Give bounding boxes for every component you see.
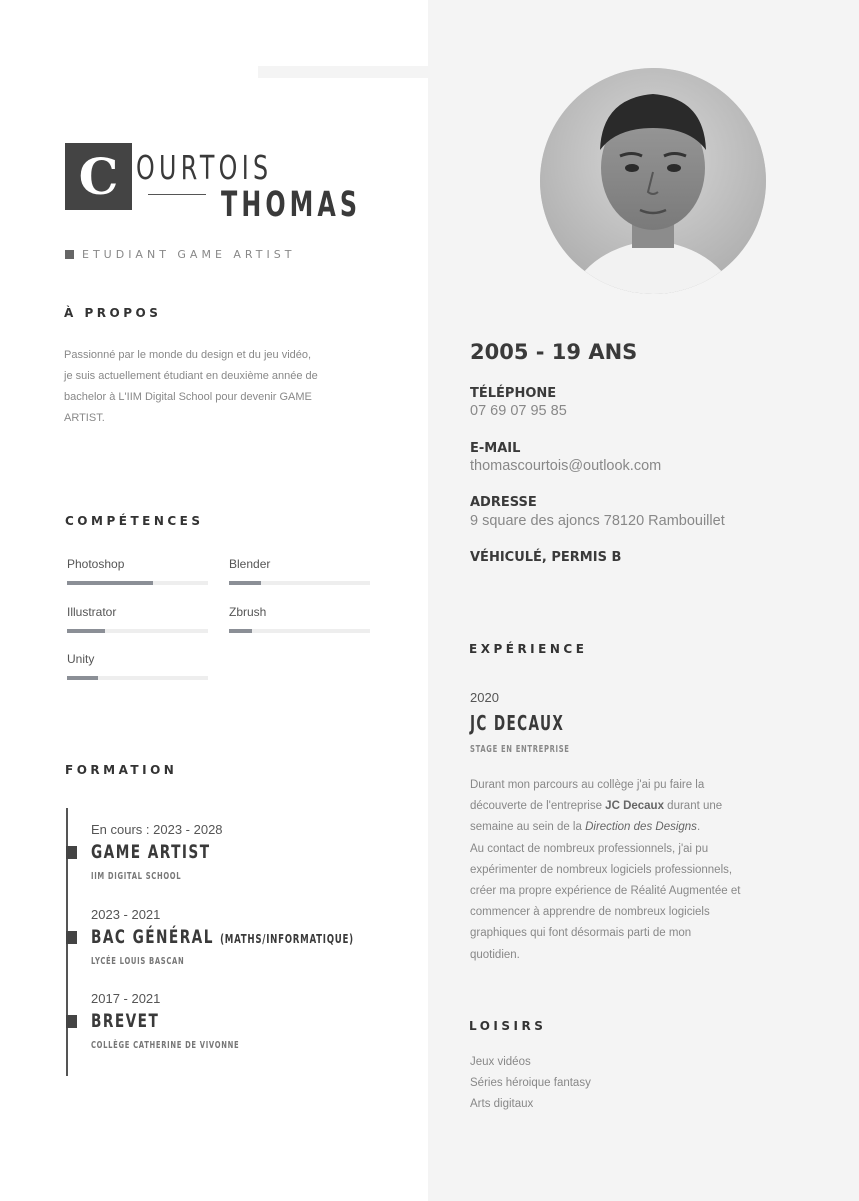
timeline-marker bbox=[66, 931, 77, 944]
education-school: IIM DIGITAL SCHOOL bbox=[91, 871, 182, 882]
experience-line bbox=[470, 796, 780, 817]
line-italic: Direction des Designs bbox=[585, 821, 697, 834]
education-school: COLLÈGE CATHERINE DE VIVONNE bbox=[91, 1040, 240, 1051]
education-title-text: GAME ARTIST bbox=[91, 841, 211, 863]
name-initial: C bbox=[65, 143, 132, 210]
about-line: je suis actuellement étudiant en deuxième année de bbox=[64, 370, 318, 382]
skill-illustrator bbox=[67, 605, 208, 633]
hobby-item: Arts digitaux bbox=[470, 1098, 534, 1110]
skill-bar-fill bbox=[229, 581, 261, 585]
skill-label: Blender bbox=[229, 557, 271, 571]
about-line: ARTIST. bbox=[64, 412, 105, 424]
job-subtitle: ETUDIANT GAME ARTIST bbox=[82, 248, 296, 261]
subtitle-square-icon bbox=[65, 250, 74, 259]
email-value[interactable]: thomascourtois@outlook.com bbox=[470, 458, 662, 474]
education-title bbox=[91, 926, 354, 948]
experience-line: expérimenter de nombreux logiciels professionnels, bbox=[470, 863, 733, 876]
experience-role: STAGE EN ENTREPRISE bbox=[470, 744, 570, 755]
skill-bar-track bbox=[229, 629, 370, 633]
skill-bar-track bbox=[67, 581, 208, 585]
hobby-item: Jeux vidéos bbox=[470, 1056, 531, 1068]
birth-year-age: 2005 - 19 ANS bbox=[470, 340, 638, 364]
line-text: semaine au sein de la bbox=[470, 821, 586, 834]
education-title-text: BREVET bbox=[91, 1010, 160, 1032]
experience-line: commencer à apprendre de nombreux logiciels bbox=[470, 906, 710, 919]
about-title: À PROPOS bbox=[64, 306, 162, 320]
timeline-marker bbox=[66, 846, 77, 859]
experience-description bbox=[470, 775, 780, 966]
line-text: durant une bbox=[663, 800, 723, 813]
address-value: 9 square des ajoncs 78120 Rambouillet bbox=[470, 513, 725, 529]
education-title-text: BAC GÉNÉRAL bbox=[91, 926, 214, 948]
portrait-illustration bbox=[540, 68, 766, 294]
experience-company: JC DECAUX bbox=[470, 711, 565, 735]
name-first-part: OURTOIS bbox=[136, 148, 273, 187]
phone-value[interactable]: 07 69 07 95 85 bbox=[470, 403, 567, 419]
skill-photoshop bbox=[67, 557, 208, 585]
email-label: E-MAIL bbox=[470, 441, 521, 456]
education-date: 2023 - 2021 bbox=[91, 907, 161, 922]
education-date: En cours : 2023 - 2028 bbox=[91, 822, 223, 837]
experience-year: 2020 bbox=[470, 690, 499, 705]
name-divider bbox=[148, 194, 206, 195]
skill-blender bbox=[229, 557, 370, 585]
skill-zbrush bbox=[229, 605, 370, 633]
hobby-item: Séries héroique fantasy bbox=[470, 1077, 591, 1089]
experience-line: quotidien. bbox=[470, 948, 520, 961]
about-text bbox=[64, 345, 364, 429]
education-title bbox=[91, 1010, 159, 1032]
skill-bar-fill bbox=[67, 676, 98, 680]
line-text: . bbox=[696, 821, 701, 834]
timeline-marker bbox=[66, 1015, 77, 1028]
skill-label: Illustrator bbox=[67, 605, 117, 619]
experience-title: EXPÉRIENCE bbox=[469, 642, 588, 656]
experience-line: Au contact de nombreux professionnels, j'ai pu bbox=[470, 842, 709, 855]
phone-label: TÉLÉPHONE bbox=[470, 386, 557, 401]
skill-bar-fill bbox=[67, 581, 153, 585]
experience-line: Durant mon parcours au collège j'ai pu faire la bbox=[470, 779, 705, 791]
about-line: bachelor à L'IIM Digital School pour devenir GAME bbox=[64, 391, 312, 403]
line-bold: JC Decaux bbox=[605, 800, 664, 813]
about-line: Passionné par le monde du design et du jeu vidéo, bbox=[64, 349, 312, 361]
skill-bar-track bbox=[67, 676, 208, 680]
formation-title: FORMATION bbox=[65, 763, 178, 777]
skill-bar-fill bbox=[67, 629, 105, 633]
education-title-extra: (MATHS/INFORMATIQUE) bbox=[220, 932, 354, 946]
skill-label: Unity bbox=[67, 652, 95, 666]
address-label: ADRESSE bbox=[470, 495, 537, 510]
experience-line bbox=[470, 817, 780, 838]
skill-bar-fill bbox=[229, 629, 252, 633]
line-text: découverte de l'entreprise bbox=[470, 800, 606, 813]
skill-label: Zbrush bbox=[229, 605, 267, 619]
decorative-strip bbox=[258, 66, 428, 78]
experience-line: créer ma propre expérience de Réalité Augmentée et bbox=[470, 885, 741, 898]
education-title bbox=[91, 841, 210, 863]
education-school: LYCÉE LOUIS BASCAN bbox=[91, 956, 185, 967]
skill-bar-track bbox=[229, 581, 370, 585]
skill-bar-track bbox=[67, 629, 208, 633]
experience-line: graphiques qui font désormais parti de mon bbox=[470, 927, 692, 940]
skill-unity bbox=[67, 652, 208, 680]
hobbies-title: LOISIRS bbox=[469, 1019, 547, 1033]
skill-label: Photoshop bbox=[67, 557, 125, 571]
profile-photo bbox=[540, 68, 766, 294]
name-last-part: THOMAS bbox=[221, 185, 362, 225]
vehicle-info: VÉHICULÉ, PERMIS B bbox=[470, 550, 622, 565]
education-date: 2017 - 2021 bbox=[91, 991, 161, 1006]
skills-title: COMPÉTENCES bbox=[65, 514, 204, 528]
